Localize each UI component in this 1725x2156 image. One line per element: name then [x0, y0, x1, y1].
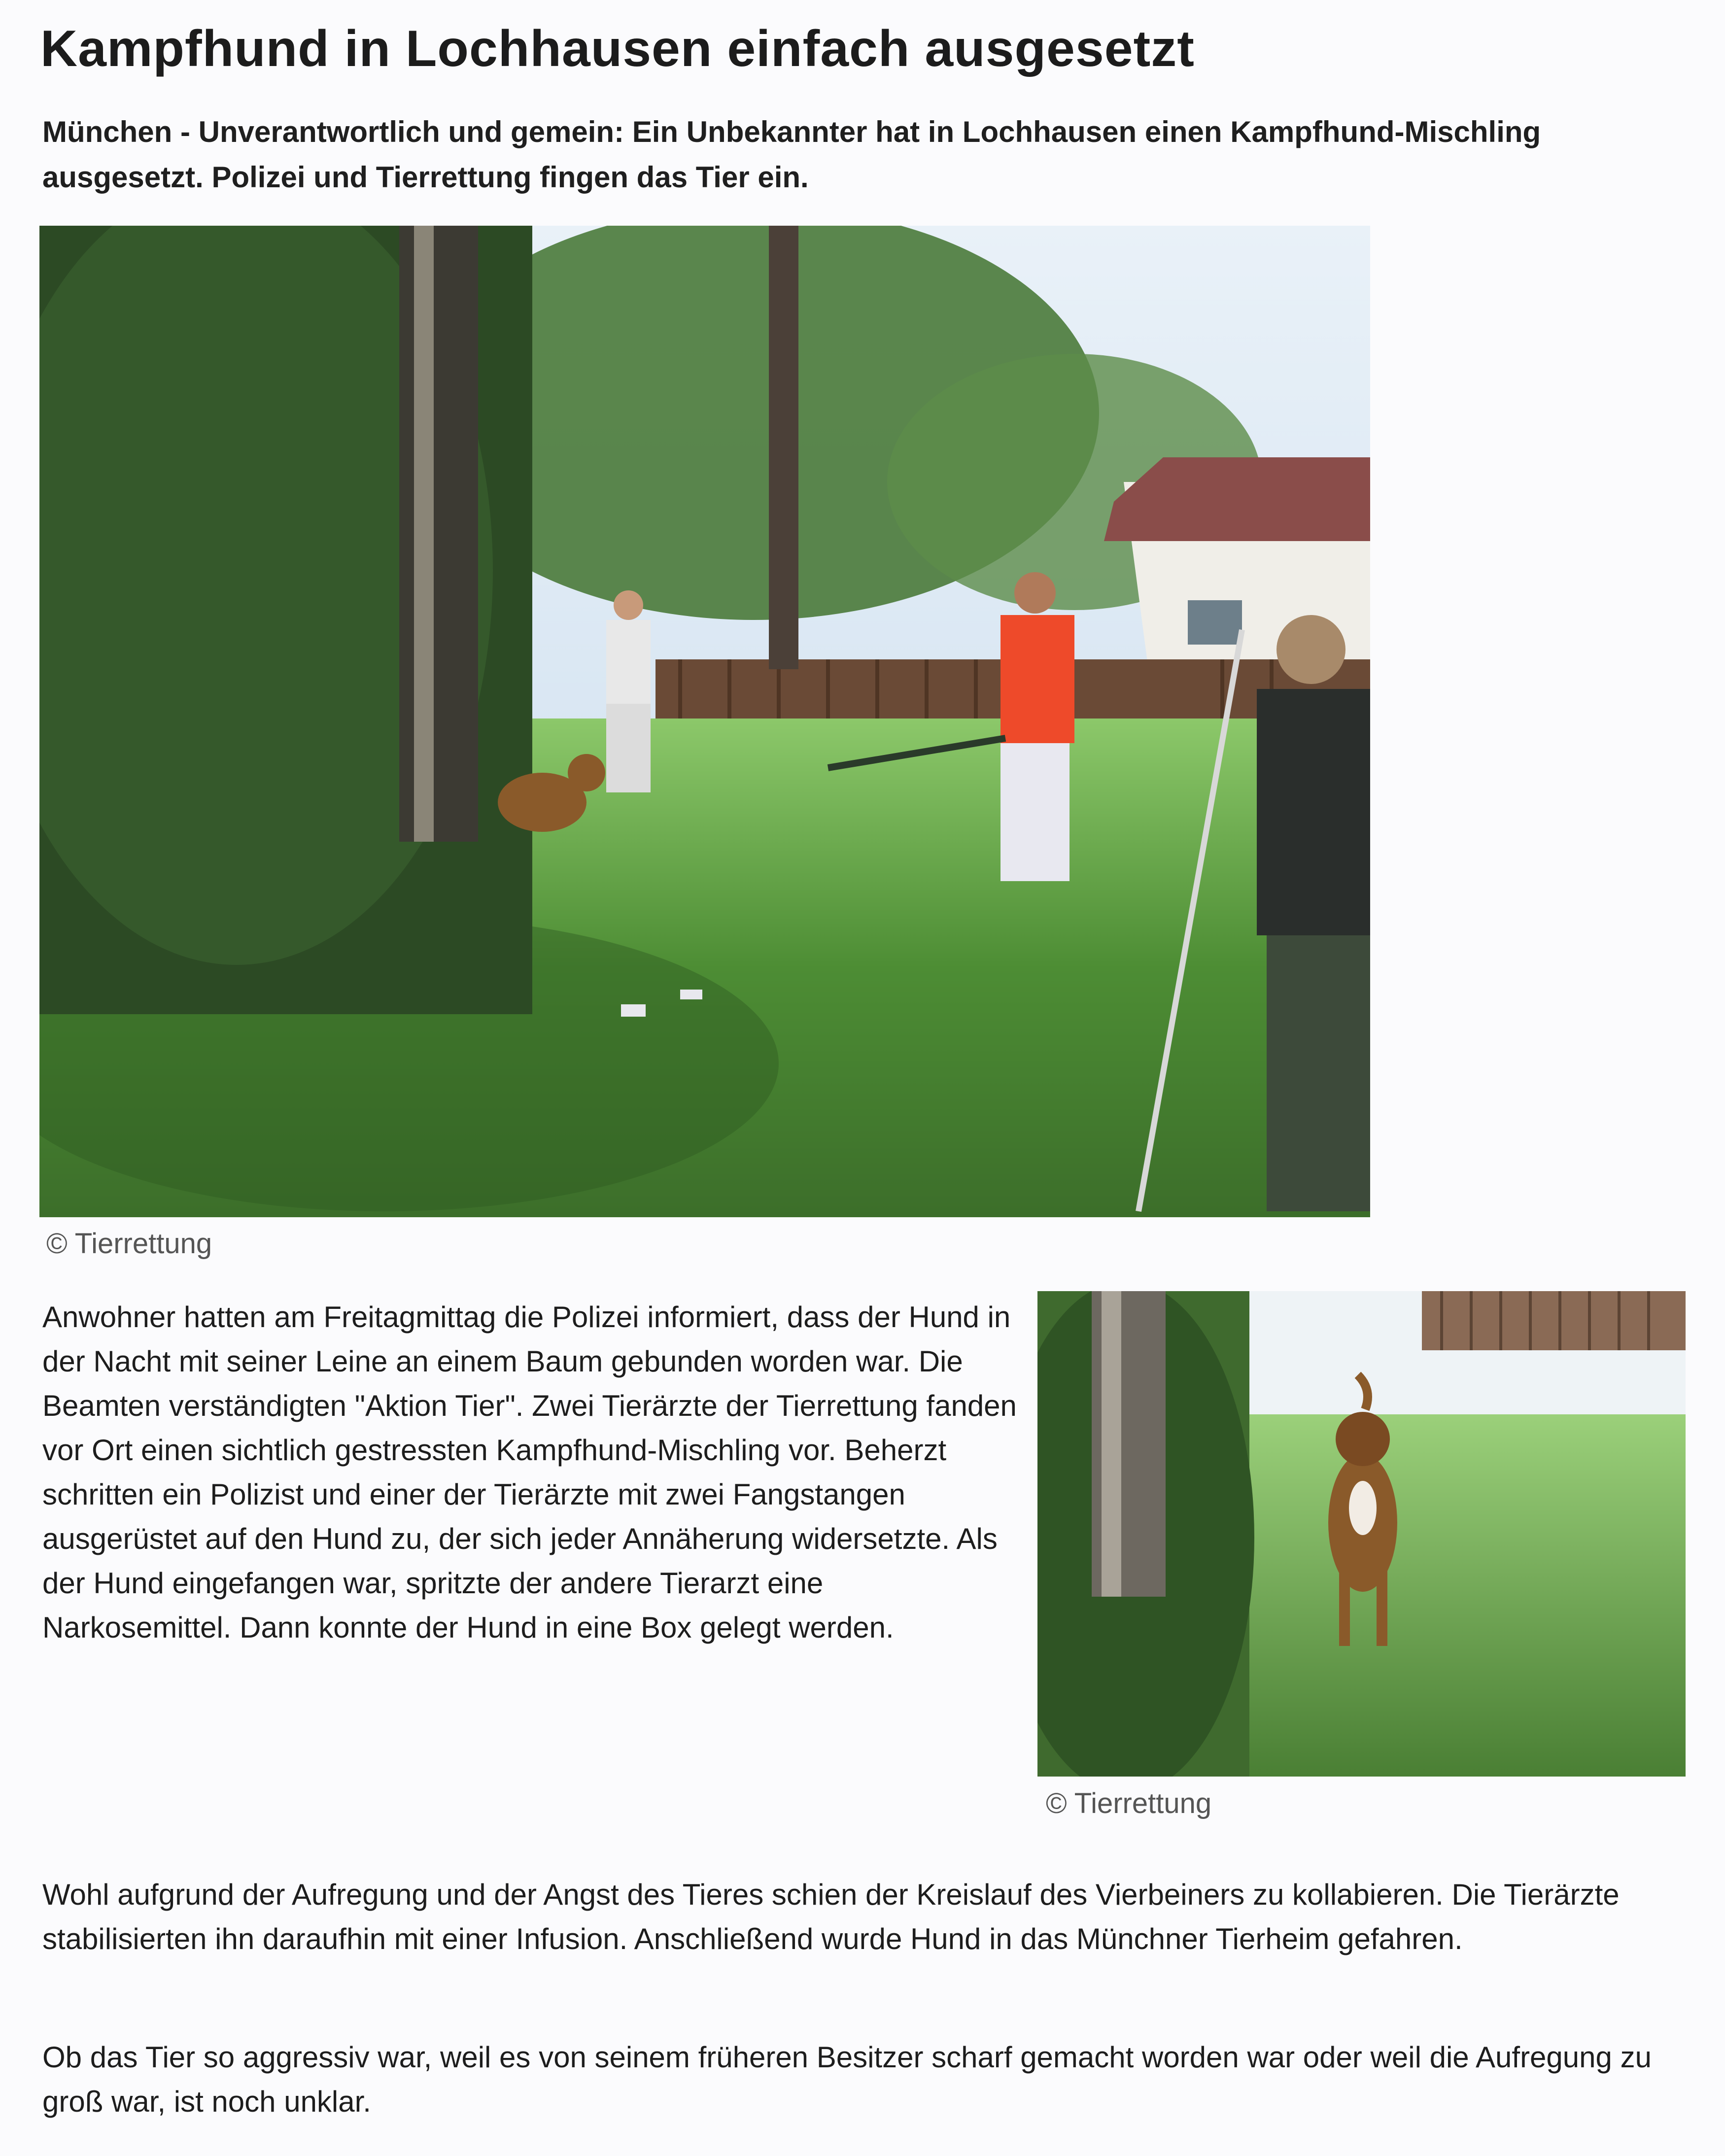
article-paragraph: Anwohner hatten am Freitagmittag die Polizei informiert, dass der Hund in der Nacht mit seiner Leine an einem Baum gebunden worden war. Die Beamten verständigten "Aktion Tier". Zwei Tierärzte der Tierrettung fanden vor Ort einen sichtlich gestressten Kampfhund-Mischling vor. Beherzt schritten ein Polizist und einer der Tierärzte mit zwei Fangstangen ausgerüstet auf den Hund zu, der sich jeder Annäherung widersetzte. Als der Hund eingefangen war, spritzte der andere Tierarzt eine Narkosemittel. Dann konnte der Hund in eine Box gelegt werden. [42, 1300, 1017, 1644]
dog-photo [1037, 1291, 1686, 1777]
article-lead: München - Unverantwortlich und gemein: Ein Unbekannter hat in Lochhausen einen Kampfhund-Mischling ausgesetzt. Polizei und Tierrettung fingen das Tier ein. [42, 115, 1541, 194]
photo-credit: © Tierrettung [46, 1228, 212, 1260]
photo-credit: © Tierrettung [1046, 1787, 1212, 1819]
article-headline: Kampfhund in Lochhausen einfach ausgesetzt [40, 20, 1195, 77]
article-paragraph: Wohl aufgrund der Aufregung und der Angst des Tieres schien der Kreislauf des Vierbeiners zu kollabieren. Die Tierärzte stabilisierten ihn daraufhin mit einer Infusion. Anschließend wurde Hund in das Münchner Tierheim gefahren. [42, 1878, 1620, 1955]
rescue-scene-photo [39, 226, 1370, 1217]
article-paragraph: Ob das Tier so aggressiv war, weil es von seinem früheren Besitzer scharf gemacht worden war oder weil die Aufregung zu groß war, ist noch unklar. [42, 2041, 1652, 2118]
